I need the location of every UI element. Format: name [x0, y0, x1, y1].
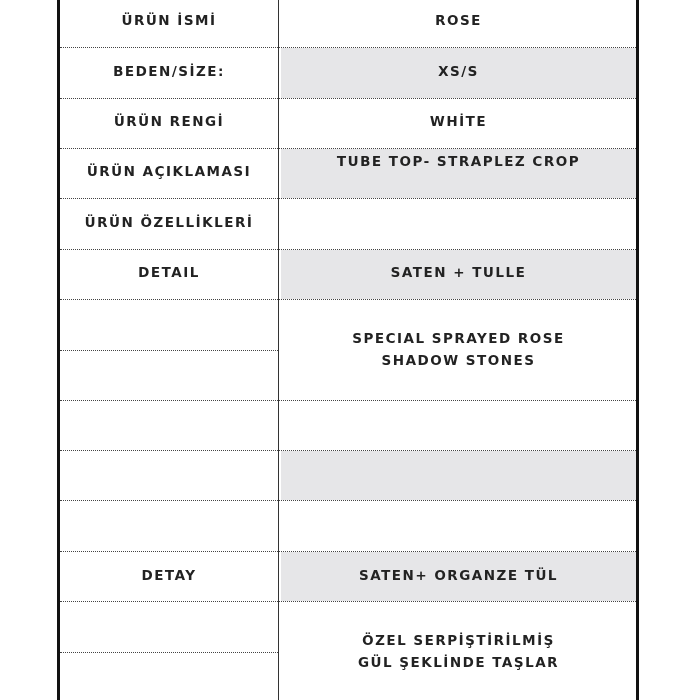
row-separator [60, 400, 636, 401]
detail-note-line2: SHADOW STONES [381, 353, 536, 369]
row-separator [60, 47, 636, 48]
row-separator [60, 601, 636, 602]
detay-note-line1: ÖZEL SERPİŞTİRİLMİŞ [362, 633, 555, 649]
shade-empty [281, 451, 636, 500]
label-color: ÜRÜN RENGİ [113, 114, 225, 130]
row-separator [60, 450, 636, 451]
row-separator [60, 198, 636, 199]
row-separator [60, 249, 636, 250]
label-features: ÜRÜN ÖZELLİKLERİ [84, 215, 254, 231]
detail-note-line1: SPECIAL SPRAYED ROSE [352, 331, 565, 347]
row-separator [60, 299, 636, 300]
row-separator [60, 652, 278, 653]
label-description: ÜRÜN AÇIKLAMASI [86, 164, 252, 180]
row-separator [60, 148, 636, 149]
value-detail: SATEN + TULLE [390, 265, 527, 281]
value-description: TUBE TOP- STRAPLEZ CROP [336, 154, 581, 170]
row-separator [60, 98, 636, 99]
row-separator [60, 551, 636, 552]
label-detail: DETAIL [138, 265, 200, 281]
label-detay: DETAY [141, 568, 197, 584]
label-size: BEDEN/SİZE: [113, 64, 225, 80]
value-product-name: ROSE [435, 13, 482, 29]
label-product-name: ÜRÜN İSMİ [121, 13, 217, 29]
value-color: WHİTE [429, 114, 488, 130]
value-detay: SATEN+ ORGANZE TÜL [358, 568, 559, 584]
row-separator [60, 350, 278, 351]
detay-note-line2: GÜL ŞEKLİNDE TAŞLAR [357, 655, 560, 671]
column-divider [278, 0, 279, 700]
value-size: XS/S [438, 64, 479, 80]
row-separator [60, 500, 636, 501]
